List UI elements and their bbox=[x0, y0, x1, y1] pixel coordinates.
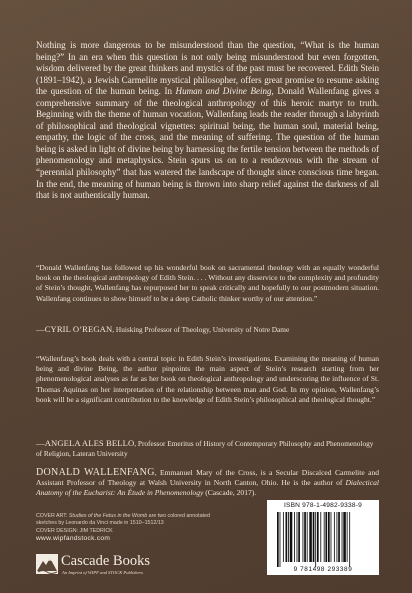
endorser-role-2: , Professor Emeritus of History of Contemporary Philosophy and Phenomenology of Religion, Lateran University bbox=[36, 439, 374, 458]
barcode-bar bbox=[331, 512, 332, 562]
barcode-bar bbox=[342, 512, 343, 562]
endorser-role-1: , Huisking Professor of Theology, University of Notre Dame bbox=[112, 325, 290, 334]
barcode-icon bbox=[275, 512, 375, 567]
book-title: Human and Divine Being bbox=[175, 86, 272, 97]
publisher-logo bbox=[36, 553, 186, 581]
barcode-bar bbox=[337, 512, 338, 562]
isbn-barcode bbox=[267, 500, 379, 575]
author-bio-text-2: (Cascade, 2017). bbox=[203, 488, 257, 498]
barcode-bar bbox=[328, 512, 330, 562]
blurb-text-2: , Donald Wallenfang gives a comprehensive summary of the theological anthropology of this heroic martyr to truth. Beginning with the theme of human vocation, Wallenfang leads the reader through a labyrinth of philosophical and theological vignettes: spiritual being, the human soul, material being, empathy, the logic of the cross, and the meaning of suffering. The question of the human being is asked in light of divine being by harnessing the fertile tension between the methods of phenomenology and metaphysics. Stein spurs us on to a rendezvous with the stream of “perennial philosophy” that has watered the landscape of thought since conscious time began. In the end, the meaning of human being is thrown into sharp relief against the darkness of all that is not authentically human. bbox=[36, 86, 379, 201]
barcode-bar bbox=[338, 512, 340, 562]
endorser-name-2: ANGELA ALES BELLO bbox=[44, 438, 135, 448]
barcode-digits: 9 781498 293389 bbox=[293, 566, 353, 573]
barcode-bar bbox=[307, 512, 308, 562]
barcode-bar bbox=[315, 512, 316, 567]
endorsement-attribution-2 bbox=[36, 438, 379, 459]
author-bio-text-1: , Emmanuel Mary of the Cross, is a Secular Discalced Carmelite and Assistant Professor of Theology at Walsh University in North Canton, Ohio. He is the author of bbox=[36, 468, 379, 488]
prior-book-title: Dialectical Anatomy of the Eucharist: An Étude in Phenomenology bbox=[36, 478, 379, 498]
isbn-number: ISBN 978-1-4982-9338-9 bbox=[283, 502, 363, 509]
barcode-bar bbox=[317, 512, 319, 562]
endorser-name-1: CYRIL O’REGAN bbox=[44, 324, 113, 334]
barcode-bar bbox=[325, 512, 327, 562]
barcode-bar bbox=[347, 512, 348, 562]
barcode-bar bbox=[297, 512, 298, 562]
endorser-name-dash-1: — bbox=[36, 324, 45, 334]
barcode-bar bbox=[304, 512, 306, 562]
endorsement-quote-1: “Donald Wallenfang has followed up his wonderful book on sacramental theology with an equally wonderful book on the theological anthropology of Edith Stein. . . . Without any disservice to the complexity and profundity of Stein’s thought, Wallenfang has repurposed her to speak critically and hopefully to our postmodern situation. Wallenfang continues to show himself to be a deep Catholic thinker worthy of our attention.” bbox=[36, 263, 379, 303]
cover-art-title: Studies of the Fetus in the Womb bbox=[68, 513, 148, 519]
barcode-bar bbox=[277, 512, 279, 567]
endorser-name-dash-2: — bbox=[36, 438, 45, 448]
publisher-tagline: An Imprint of WIPF and STOCK Publishers bbox=[62, 570, 144, 575]
cover-art-credit bbox=[36, 513, 216, 528]
barcode-bar bbox=[290, 512, 293, 562]
barcode-bar bbox=[283, 512, 284, 562]
barcode-bar bbox=[334, 512, 335, 562]
barcode-bar bbox=[349, 512, 350, 567]
author-name: DONALD WALLENFANG bbox=[36, 467, 155, 478]
cover-art-description: are two colored annotated sketches by Leonardo da Vinci made in 1510–1512/13 bbox=[36, 513, 210, 527]
barcode-bar bbox=[303, 512, 304, 562]
description-blurb bbox=[36, 40, 379, 202]
endorsement-quote-2: “Wallenfang’s book deals with a central topic in Edith Stein’s investigations. Examining the meaning of human being and divine Being, the author pinpoints the main aspect of Stein’s research starting from her phenomenological analyses as far as her book on theological anthropology and underscoring the influence of St. Thomas Aquinas on her interpretation of the relationship between man and God. In my opinion, Wallenfang’s book will be a significant contribution to the knowledge of Edith Stein’s philosophical and theological thought.” bbox=[36, 354, 379, 404]
barcode-bar bbox=[313, 512, 315, 562]
author-bio bbox=[36, 468, 379, 498]
barcode-bar bbox=[280, 512, 281, 567]
barcode-bar bbox=[324, 512, 325, 562]
barcode-bar bbox=[343, 512, 346, 562]
barcode-bar bbox=[286, 512, 288, 562]
barcode-bar bbox=[298, 512, 300, 562]
barcode-bar bbox=[320, 512, 321, 562]
publisher-url[interactable]: www.wipfandstock.com bbox=[36, 534, 111, 542]
publisher-name: Cascade Books bbox=[61, 553, 150, 569]
cover-design-credit: COVER DESIGN: JIM TEDRICK bbox=[36, 527, 113, 534]
cascade-mountain-icon bbox=[36, 554, 58, 574]
endorsement-attribution-1 bbox=[36, 324, 379, 335]
barcode-bar bbox=[294, 512, 295, 562]
cover-credits bbox=[36, 513, 216, 542]
cover-art-label: COVER ART: bbox=[36, 513, 69, 519]
barcode-bar bbox=[288, 512, 289, 562]
blurb-text-1: Nothing is more dangerous to be misunderstood than the question, “What is the human being?” In an era when this question is not only being misunderstood but even forgotten, wisdom delivered by the great thinkers and mystics of the past must be recovered. Edith Stein (1891–1942), a Jewish Carmelite mystical philosopher, offers great promise to resume asking the question of the human being. In bbox=[36, 40, 379, 97]
barcode-bar bbox=[309, 512, 312, 562]
